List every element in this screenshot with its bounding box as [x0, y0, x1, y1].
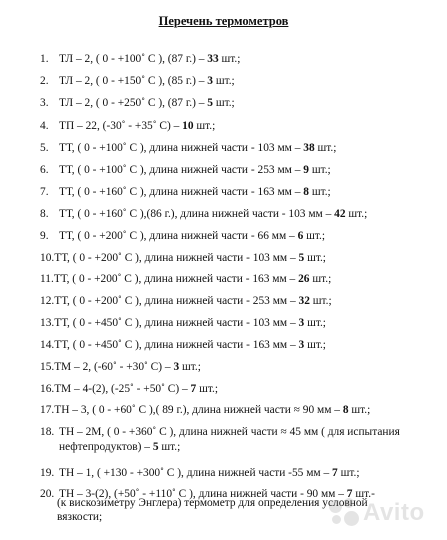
item-number: 13. — [40, 317, 55, 329]
list-item — [40, 338, 326, 352]
item-text: ТЛ – 2, ( 0 - +100˚ С ), (87 г.) – — [59, 53, 208, 65]
item-number: 19. — [40, 467, 55, 479]
item-count: 26 — [298, 273, 310, 285]
item-number: 10. — [40, 252, 55, 264]
item-unit: шт.; — [337, 467, 360, 479]
item-text: ТТ, ( 0 - +200˚ С ), длина нижней части - 253 мм – — [54, 295, 299, 307]
item-number: 18. — [40, 426, 55, 438]
item-unit: шт.; — [218, 53, 241, 65]
item-text: ТТ, ( 0 - +450˚ С ), длина нижней части - 103 мм – — [54, 317, 299, 329]
list-item — [40, 316, 326, 330]
item-text: ТП – 22, (-30˚ - +35˚ С) – — [59, 120, 183, 132]
list-item — [40, 251, 326, 265]
item-number: 14. — [40, 339, 55, 351]
item-number: 3. — [40, 97, 49, 109]
item-unit: шт.- — [352, 488, 375, 500]
item-count: 9 — [303, 164, 309, 176]
item-count: 8 — [342, 404, 349, 416]
list-item — [40, 74, 235, 88]
item-unit: шт.; — [309, 295, 332, 307]
list-item — [40, 141, 336, 155]
watermark-text: Avito — [363, 499, 425, 526]
item-text: ТН – 3-(2), (+50˚ - +110˚ С ), длина нижней части - 90 мм – — [59, 488, 347, 500]
item-text: ТТ, ( 0 - +160˚ С ), длина нижней части - 163 мм – — [59, 186, 304, 198]
item-count: 42 — [334, 208, 346, 220]
item-text: ТН – 3, ( 0 - +60˚ С ),( 89 г.), длина нижней части ≈ 90 мм – — [54, 404, 343, 416]
item-unit: шт.; — [193, 120, 216, 132]
item-number: 12. — [40, 295, 55, 307]
item-count: 3 — [207, 75, 213, 87]
item-text: ТТ, ( 0 - +200˚ С ), длина нижней части - 163 мм – — [53, 273, 299, 285]
item-count: 10 — [182, 120, 194, 132]
list-item — [40, 360, 201, 374]
list-item — [40, 466, 360, 480]
page-title: Перечень термометров — [158, 14, 289, 28]
item-number: 5. — [40, 142, 49, 154]
item-unit: шт.; — [212, 75, 235, 87]
list-item — [40, 425, 400, 439]
item-unit: шт.; — [304, 252, 326, 264]
item-unit: шт.; — [348, 404, 371, 416]
item-text: ТЛ – 2, ( 0 - +150˚ С ), (85 г.) – — [59, 75, 208, 87]
item-unit: шт.; — [179, 361, 201, 373]
item-unit: шт.; — [345, 208, 368, 220]
item-count: 7 — [190, 383, 197, 395]
item-count: 8 — [303, 186, 309, 198]
item-20-continuation-2: вязкости; — [57, 511, 103, 523]
item-number: 9. — [40, 230, 49, 242]
item-number: 16. — [40, 383, 55, 395]
list-item — [40, 207, 367, 221]
list-item — [40, 163, 331, 177]
item-text: ТТ, ( 0 - +200˚ С ), длина нижней части - 66 мм – — [59, 230, 298, 242]
item-text: ТТ, ( 0 - +450˚ С ), длина нижней части - 163 мм – — [54, 339, 299, 351]
item-number: 6. — [40, 164, 49, 176]
item-text: ТМ – 4-(2), (-25˚ - +50˚ С) – — [54, 383, 191, 395]
item-number: 11. — [40, 273, 54, 285]
item-unit: шт.; — [308, 164, 331, 176]
item-text: ТТ, ( 0 - +200˚ С ), длина нижней части - 103 мм – — [54, 252, 299, 264]
item-text: ТТ, ( 0 - +100˚ С ), длина нижней части - 253 мм – — [59, 164, 304, 176]
item-count: 3 — [298, 339, 305, 351]
item-number: 17. — [40, 404, 55, 416]
item-text: ТЛ – 2, ( 0 - +250˚ С ), (87 г.) – — [59, 97, 208, 109]
item-count: 5 — [298, 252, 305, 264]
item-count: 3 — [298, 317, 305, 329]
item-number: 7. — [40, 186, 49, 198]
item-unit: шт.; — [309, 273, 332, 285]
item-count: 38 — [303, 142, 315, 154]
item-number: 20. — [40, 488, 55, 500]
list-item — [40, 52, 240, 66]
item-unit: шт.; — [303, 230, 326, 242]
item-number: 2. — [40, 75, 49, 87]
item-number: 15. — [40, 361, 55, 373]
item-count: 7 — [346, 488, 353, 500]
item-text: ТМ – 2, (-60˚ - +30˚ С) – — [54, 361, 174, 373]
item-text: ТТ, ( 0 - +100˚ С ), длина нижней части - 103 мм – — [59, 142, 304, 154]
watermark-logo — [329, 496, 439, 530]
item-count: 3 — [173, 361, 180, 373]
item-unit: шт.; — [196, 383, 219, 395]
avito-dots-icon — [329, 498, 359, 528]
item-unit: шт.; — [212, 97, 235, 109]
item-text: ТТ, ( 0 - +160˚ С ),(86 г.), длина нижней части - 103 мм – — [59, 208, 335, 220]
list-item — [40, 96, 235, 110]
list-item — [40, 272, 331, 286]
item-unit: шт.; — [308, 186, 331, 198]
item-text: ТН – 2М, ( 0 - +360˚ С ), длина нижней части ≈ 45 мм ( для испытания — [59, 426, 400, 438]
item-unit: шт.; — [314, 142, 337, 154]
list-item — [40, 185, 331, 199]
item-20-continuation-1: (к вискозиметру Энглера) термометр для определения условной — [57, 497, 368, 509]
item-count: 7 — [332, 467, 338, 479]
item-text: ТН – 1, ( +130 - +300˚ С ), длина нижней части -55 мм – — [59, 467, 333, 479]
list-item — [40, 229, 325, 243]
item-number: 8. — [40, 208, 49, 220]
item-count: 33 — [207, 53, 219, 65]
item-count: 6 — [297, 230, 304, 242]
item-count: 5 — [207, 97, 213, 109]
list-item — [40, 294, 332, 308]
item-unit: шт.; — [304, 317, 326, 329]
item-count: 32 — [298, 295, 310, 307]
list-item — [40, 382, 218, 396]
item-unit: шт.; — [304, 339, 326, 351]
item-number: 4. — [40, 120, 49, 132]
item-18-continuation: нефтепродуктов) – 5 шт.; — [59, 441, 181, 453]
item-number: 1. — [40, 53, 49, 65]
list-item — [40, 403, 370, 417]
list-item — [40, 119, 215, 133]
